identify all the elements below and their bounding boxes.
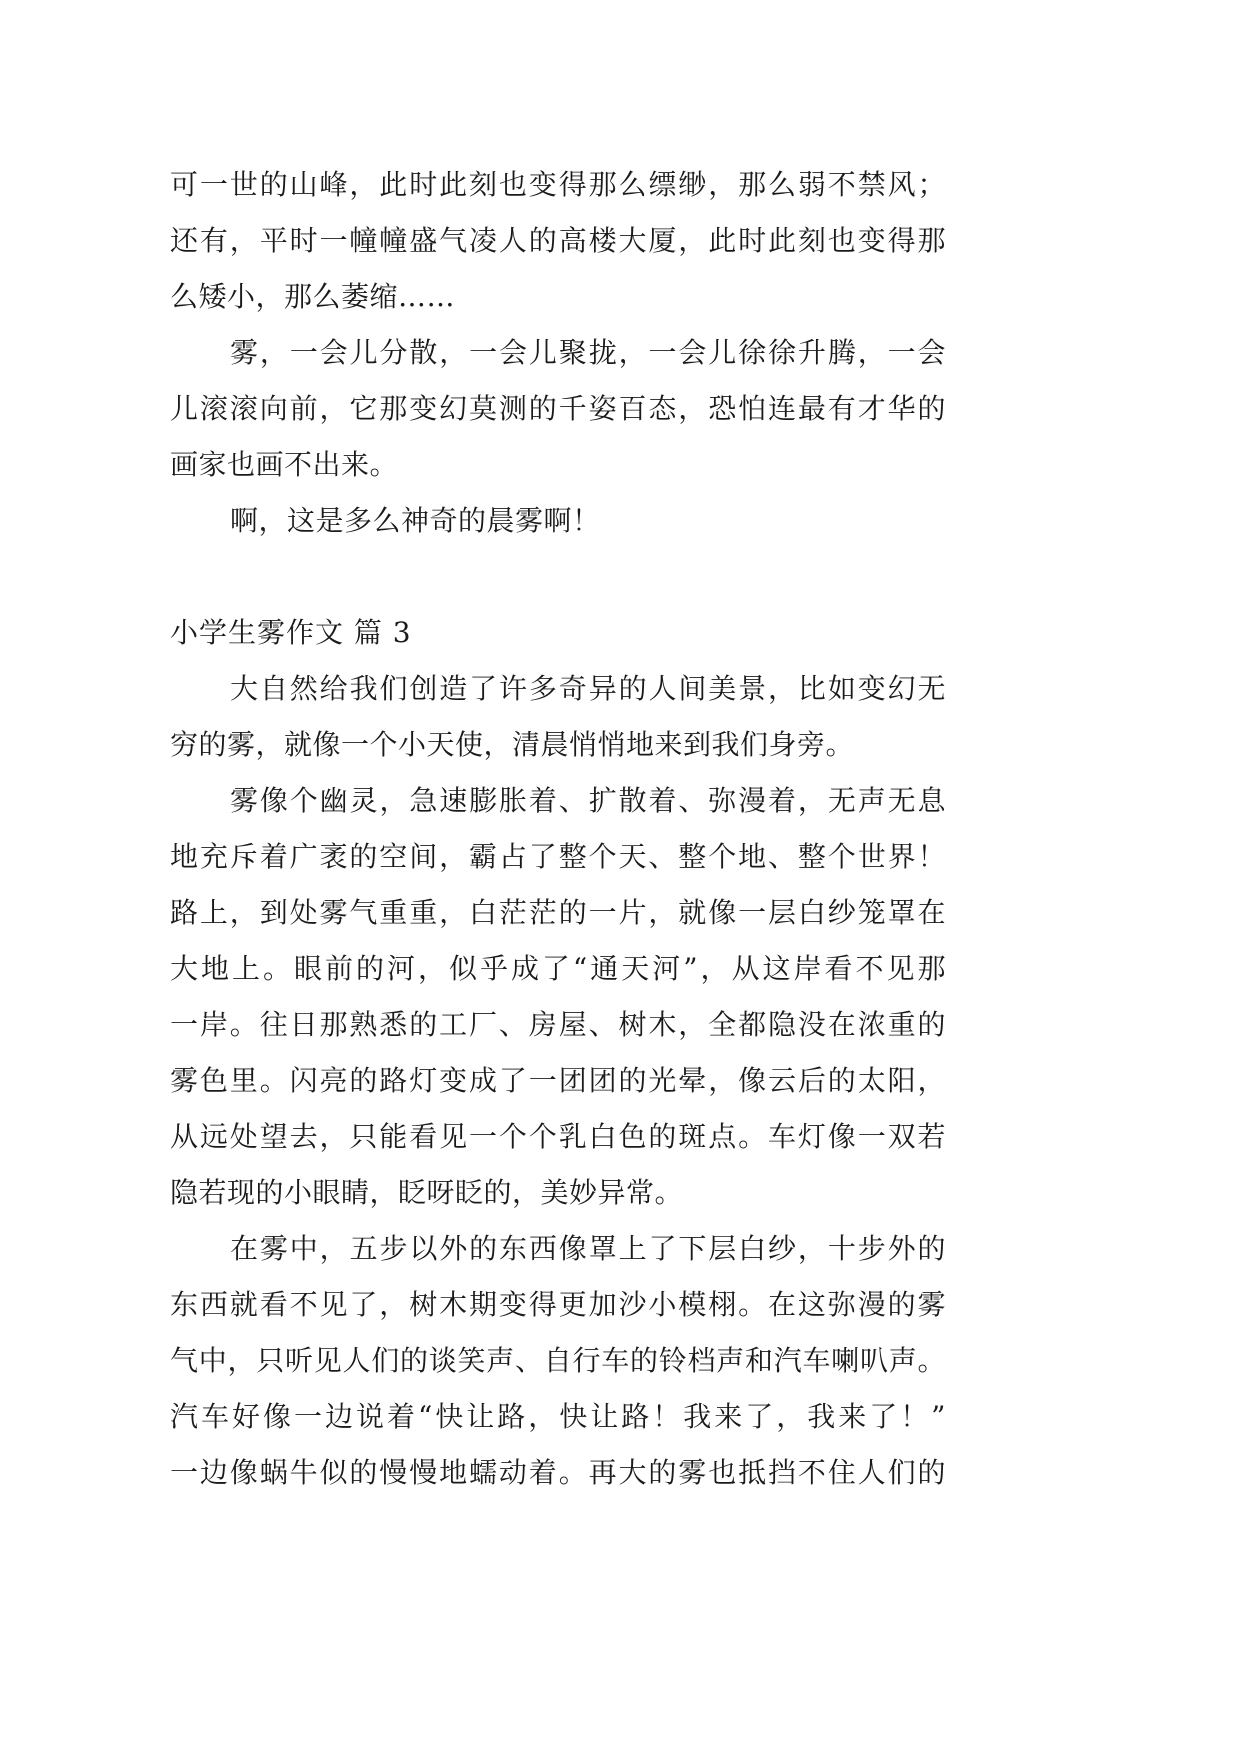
paragraph-line: 东西就看不见了，树木期变得更加沙小模栩。在这弥漫的雾 — [170, 1288, 946, 1321]
paragraph-line: 穷的雾，就像一个小天使，清晨悄悄地来到我们身旁。 — [170, 728, 855, 761]
paragraph-line: 雾，一会儿分散，一会儿聚拢，一会儿徐徐升腾，一会 — [230, 336, 946, 369]
paragraph-line: 雾像个幽灵，急速膨胀着、扩散着、弥漫着，无声无息 — [230, 784, 946, 817]
paragraph-line: 汽车好像一边说着“快让路，快让路！我来了，我来了！” — [170, 1400, 946, 1433]
paragraph-line: 一边像蜗牛似的慢慢地蠕动着。再大的雾也抵挡不住人们的 — [170, 1456, 946, 1489]
paragraph-line: 么矮小，那么萎缩…… — [170, 280, 456, 313]
paragraph-line: 雾色里。闪亮的路灯变成了一团团的光晕，像云后的太阳， — [170, 1064, 946, 1097]
paragraph-line: 从远处望去，只能看见一个个乳白色的斑点。车灯像一双若 — [170, 1120, 946, 1153]
paragraph-line: 还有，平时一幢幢盛气凌人的高楼大厦，此时此刻也变得那 — [170, 224, 946, 257]
section-heading: 小学生雾作文 篇 3 — [170, 616, 412, 649]
paragraph-line: 大地上。眼前的河，似乎成了“通天河”，从这岸看不见那 — [170, 952, 946, 985]
paragraph-line: 地充斥着广袤的空间，霸占了整个天、整个地、整个世界！ — [170, 840, 946, 873]
paragraph-line: 在雾中，五步以外的东西像罩上了下层白纱，十步外的 — [230, 1232, 946, 1265]
document-body — [170, 157, 946, 1501]
paragraph-line: 一岸。往日那熟悉的工厂、房屋、树木，全都隐没在浓重的 — [170, 1008, 946, 1041]
paragraph-line: 啊，这是多么神奇的晨雾啊！ — [230, 504, 601, 537]
paragraph-line: 儿滚滚向前，它那变幻莫测的千姿百态，恐怕连最有才华的 — [170, 392, 946, 425]
paragraph-line: 隐若现的小眼睛，眨呀眨的，美妙异常。 — [170, 1176, 684, 1209]
paragraph-line: 路上，到处雾气重重，白茫茫的一片，就像一层白纱笼罩在 — [170, 896, 946, 929]
section-gap — [170, 549, 946, 605]
paragraph-line: 画家也画不出来。 — [170, 448, 399, 481]
paragraph-line: 气中，只听见人们的谈笑声、自行车的铃档声和汽车喇叭声。 — [170, 1344, 946, 1377]
paragraph-line: 大自然给我们创造了许多奇异的人间美景，比如变幻无 — [230, 672, 946, 705]
paragraph-line: 可一世的山峰，此时此刻也变得那么缥缈，那么弱不禁风； — [170, 168, 946, 201]
